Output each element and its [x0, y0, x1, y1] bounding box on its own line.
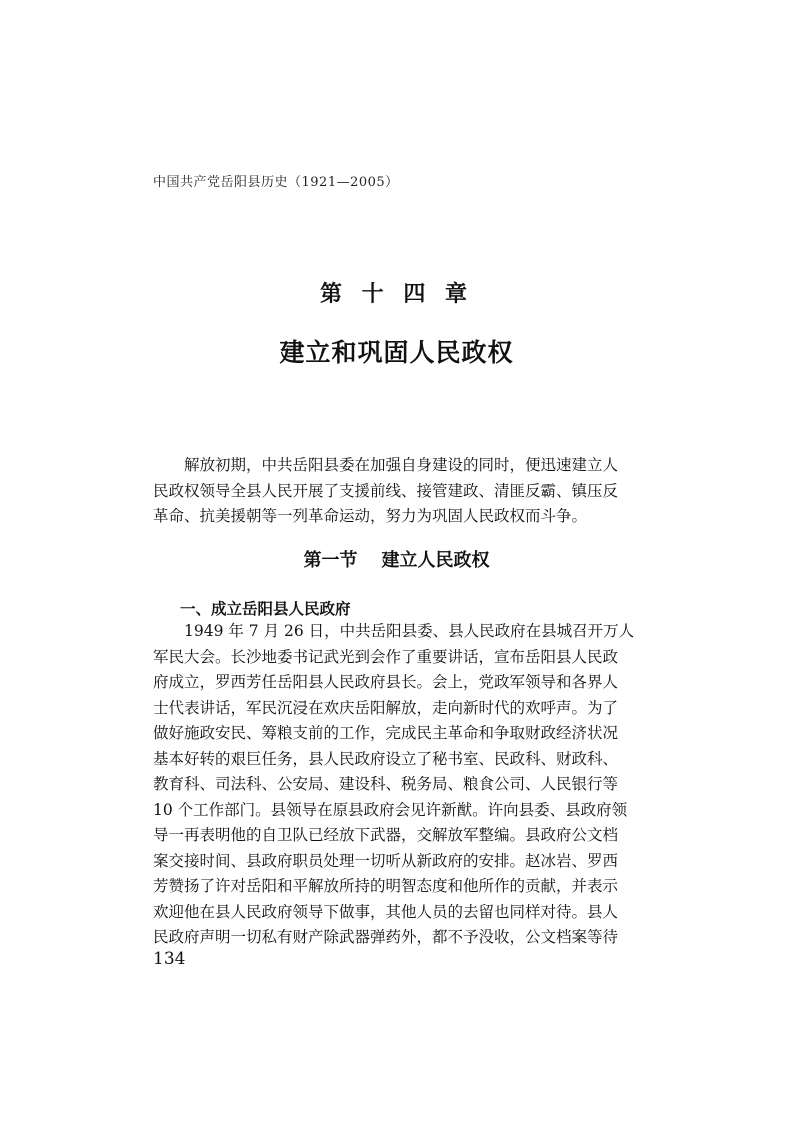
paragraph-line: 芳赞扬了许对岳阳和平解放所持的明智态度和他所作的贡献，并表示 — [153, 877, 619, 895]
section-title: 建立人民政权 — [381, 550, 490, 571]
section-heading — [0, 546, 793, 572]
paragraph-line: 案交接时间、县政府职员处理一切听从新政府的安排。赵冰岩、罗西 — [153, 851, 619, 870]
section-label: 第一节 — [303, 550, 358, 571]
paragraph-line: 军民大会。长沙地委书记武光到会作了重要讲话，宣布岳阳县人民政 — [153, 647, 619, 666]
paragraph-line: 欢迎他在县人民政府领导下做事，其他人员的去留也同样对待。县人 — [153, 902, 619, 921]
paragraph-line: 导一再表明他的自卫队已经放下武器，交解放军整编。县政府公文档 — [153, 826, 619, 844]
intro-line: 解放初期，中共岳阳县委在加强自身建设的同时，便迅速建立人 — [184, 456, 619, 474]
chapter-title: 建立和巩固人民政权 — [279, 338, 514, 367]
paragraph-line: 教育科、司法科、公安局、建设科、税务局、粮食公司、人民银行等 — [153, 775, 619, 793]
chapter-number: 第 十 四 章 — [320, 282, 473, 307]
paragraph-line: 10 个工作部门。县领导在原县政府会见许新猷。许向县委、县政府领 — [153, 800, 628, 819]
paragraph-line: 府成立，罗西芳任岳阳县人民政府县长。会上，党政军领导和各界人 — [153, 673, 619, 691]
intro-line: 民政权领导全县人民开展了支援前线、接管建政、清匪反霸、镇压反 — [153, 481, 619, 500]
page-number: 134 — [153, 949, 186, 969]
paragraph-line: 做好施政安民、筹粮支前的工作，完成民主革命和争取财政经济状况 — [153, 724, 619, 742]
intro-line: 革命、抗美援朝等一列革命运动，努力为巩固人民政权而斗争。 — [153, 507, 588, 525]
main-paragraph — [153, 619, 643, 951]
running-header: 中国共产党岳阳县历史（1921—2005） — [153, 175, 399, 190]
paragraph-line: 民政府声明一切私有财产除武器弹药外，都不予没收，公文档案等待 — [153, 928, 619, 946]
subsection-heading: 一、成立岳阳县人民政府 — [180, 600, 351, 618]
paragraph-line: 基本好转的艰巨任务，县人民政府设立了秘书室、民政科、财政科、 — [153, 749, 619, 768]
intro-paragraph — [153, 453, 643, 530]
paragraph-line: 1949 年 7 月 26 日，中共岳阳县委、县人民政府在县城召开万人 — [184, 622, 635, 640]
paragraph-line: 士代表讲话，军民沉浸在欢庆岳阳解放，走向新时代的欢呼声。为了 — [153, 698, 619, 717]
